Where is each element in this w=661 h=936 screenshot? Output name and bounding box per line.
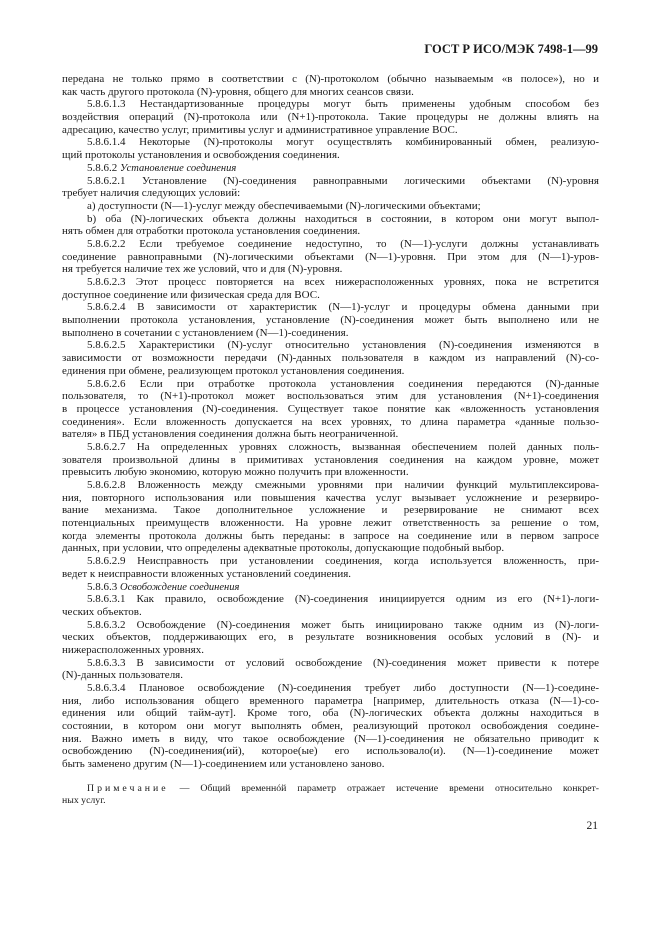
text-line: 5.8.6.3.3 В зависимости от условий освобождение (N)-соединения может привести к потере bbox=[87, 656, 599, 669]
text-line: 5.8.6.1.4 Некоторые (N)-протоколы могут осуществлять комбинированный обмен, реализую- bbox=[87, 136, 599, 149]
document-body bbox=[62, 73, 599, 771]
paragraph bbox=[62, 238, 599, 276]
paragraph bbox=[62, 301, 599, 339]
paragraph bbox=[62, 213, 599, 238]
section-heading bbox=[62, 162, 599, 175]
text-line: нять обмен для отработки протокола установления соединения. bbox=[62, 225, 361, 238]
text-line: ния, либо использования общего временного параметра [например, длительность отказа (N—1)-со- bbox=[62, 694, 599, 707]
text-line: освобождению (N)-соединения(ий), которое(ые) его использовало(и). (N—1)-соединение может bbox=[62, 745, 599, 758]
text-line: состоянии, в котором они могут выполнять обмен, реализующий протокол освобождения соедине- bbox=[62, 720, 599, 733]
paragraph bbox=[62, 441, 599, 479]
paragraph bbox=[62, 593, 599, 618]
paragraph bbox=[62, 378, 599, 441]
text-line: 5.8.6.2.4 В зависимости от характеристик (N—1)-услуг и процедуры обмена данными при bbox=[87, 301, 599, 314]
text-line: соединения». Если вложенность допускается на всех уровнях, то длина параметра «данные пользо- bbox=[62, 415, 599, 428]
note-label: Примечание bbox=[87, 783, 169, 794]
text-line: когда элементы протокола должны быть переданы: в запросе на соединение или в первом запросе bbox=[62, 529, 599, 542]
text-line: вателя» в ПБД установления соединения должна быть неограниченной. bbox=[62, 428, 399, 441]
paragraph bbox=[62, 339, 599, 377]
paragraph bbox=[62, 657, 599, 682]
note-line: ных услуг. bbox=[62, 795, 106, 806]
text-line: 5.8.6.3.1 Как правило, освобождение (N)-соединения инициируется одним из его (N+1)-логи- bbox=[87, 593, 599, 606]
text-line: быть заменено другим (N—1)-соединением или установлено заново. bbox=[62, 758, 385, 771]
text-line: выполнении протокола установления, установление (N)-соединения может быть выполнено или не bbox=[62, 314, 599, 327]
text-line: выполнено в сочетании с установлением (N—1)-соединения. bbox=[62, 326, 349, 339]
text-line: единения при обмене, реализующем протокол установления соединения. bbox=[62, 364, 405, 377]
text-line: единения или общий тайм-аут]. Кроме того, оба (N)-логических объекта должны находиться в bbox=[62, 707, 599, 720]
text-line: ческих объектов. bbox=[62, 605, 142, 618]
note-line bbox=[62, 783, 599, 795]
text-line: 5.8.6.2.6 Если при отработке протокола установления соединения передаются (N)-данные bbox=[87, 377, 599, 390]
text-line: пользователя, то (N+1)-протокол может воспользоваться этим для установления (N+1)-соединения bbox=[62, 390, 599, 403]
section-title: Установление соединения bbox=[120, 162, 237, 174]
paragraph bbox=[62, 200, 599, 213]
text-line: 5.8.6.3.4 Плановое освобождение (N)-соединения требует либо доступности (N—1)-соедине- bbox=[87, 682, 599, 694]
text-line: требует наличия следующих условий: bbox=[62, 187, 241, 200]
text-line: щий протоколы установления и освобождения соединения. bbox=[62, 149, 340, 162]
paragraph bbox=[62, 276, 599, 301]
document-header: ГОСТ Р ИСО/МЭК 7498-1—99 bbox=[424, 42, 598, 56]
text-line: ня требуется наличие тех же условий, что и для (N)-уровня. bbox=[62, 263, 343, 276]
paragraph bbox=[62, 479, 599, 555]
text-line: ческих объектов, поддерживающих его, в результате возникновения особых условий в (N)- и bbox=[62, 631, 599, 644]
text-line: вание механизма. Такое дополнительное усложнение и резервирование не снимают всех bbox=[62, 504, 599, 517]
text-line: 5.8.6.2.7 На определенных уровнях сложность, вызванная обеспечением полей данных поль- bbox=[87, 440, 599, 453]
text-line: данных, при условии, что определены адекватные протоколы, допускающие подобный выбор. bbox=[62, 542, 505, 555]
paragraph bbox=[62, 555, 599, 580]
note bbox=[62, 783, 599, 807]
text-line: a) доступности (N—1)-услуг между обеспечиваемыми (N)-логическими объектами; bbox=[87, 199, 481, 212]
text-line: 5.8.6.2.5 Характеристики (N)-услуг относительно установления (N)-соединения изменяются в bbox=[87, 339, 599, 352]
text-line: 5.8.6.2.8 Вложенность между смежными уровнями при наличии функций мультиплексирова- bbox=[87, 479, 599, 491]
text-line: в процессе установления (N)-соединения. Существует такое понятие как «вложенность установления bbox=[62, 402, 599, 415]
text-line: воздействия операций (N)-протокола или (N+1)-протокола. Такие процедуры не должны влиять на bbox=[62, 111, 599, 124]
text-line: ния. Важно иметь в виду, что такое освобождение (N—1)-соединения не обязательно приводит к bbox=[62, 732, 599, 745]
text-line: 5.8.6.2.9 Неисправность при установлении соединения, когда используется вложенность, при- bbox=[87, 555, 599, 568]
section-heading bbox=[62, 581, 599, 594]
paragraph bbox=[62, 682, 599, 771]
text-line: 5.8.6.2.3 Этот процесс повторяется на всех нижерасположенных уровнях, пока не встретится bbox=[87, 276, 599, 288]
page-number: 21 bbox=[586, 820, 598, 832]
paragraph bbox=[62, 136, 599, 161]
text-line: ния, повторного использования или повышения качества услуг вызывает усложнение и резервиро- bbox=[62, 491, 599, 504]
text-line: передана не только прямо в соответствии с (N)-протоколом (обычно называемым «в полосе»), но и bbox=[62, 73, 599, 85]
section-number: 5.8.6.2 bbox=[87, 161, 118, 174]
text-line: превысить любую экономию, которую можно получить при вложенности. bbox=[62, 466, 409, 479]
text-line: доступное соединение или физическая среда для ВОС. bbox=[62, 288, 320, 301]
text-line: 5.8.6.2.1 Установление (N)-соединения равноправными логическими объектами (N)-уровня bbox=[87, 174, 599, 187]
section-number: 5.8.6.3 bbox=[87, 580, 118, 593]
section-title: Освобождение соединения bbox=[120, 581, 240, 593]
text-line: зователя произвольной длины в примитивах установления соединения на каждом уровне, может bbox=[62, 453, 599, 466]
note-text: — Общий временнóй параметр отражает истечение времени относительно конкрет- bbox=[168, 783, 599, 794]
text-line: (N)-данных пользователя. bbox=[62, 669, 183, 682]
text-line: нижерасположенных уровнях. bbox=[62, 643, 204, 656]
text-line: ведет к неисправности вложенных установлений соединения. bbox=[62, 567, 352, 580]
text-line: зависимости от возможности передачи (N)-данных пользователя в каждом из направлений (N)-со- bbox=[62, 352, 599, 365]
text-line: потенциальных преимуществ вложенности. На уровне лежит ответственность за решение о том, bbox=[62, 517, 599, 530]
text-line: 5.8.6.3.2 Освобождение (N)-соединения может быть инициировано также одним из (N)-логи- bbox=[87, 618, 599, 631]
paragraph bbox=[62, 73, 599, 98]
text-line: как часть другого протокола (N)-уровня, общего для многих сеансов связи. bbox=[62, 85, 414, 98]
paragraph bbox=[62, 175, 599, 200]
text-line: адресацию, качество услуг, примитивы услуг и административное управление ВОС. bbox=[62, 123, 458, 136]
text-line: соединение равноправными (N)-логическими объектами (N—1)-уровня. При этом для (N—1)-уров- bbox=[62, 250, 599, 263]
text-line: 5.8.6.2.2 Если требуемое соединение недоступно, то (N—1)-услуги должны устанавливать bbox=[87, 237, 599, 250]
paragraph bbox=[62, 98, 599, 136]
text-line: 5.8.6.1.3 Нестандартизованные процедуры могут быть применены удобным способом без bbox=[87, 98, 599, 111]
paragraph bbox=[62, 619, 599, 657]
text-line: b) оба (N)-логических объекта должны находиться в состоянии, в котором они могут выпол- bbox=[87, 212, 599, 225]
